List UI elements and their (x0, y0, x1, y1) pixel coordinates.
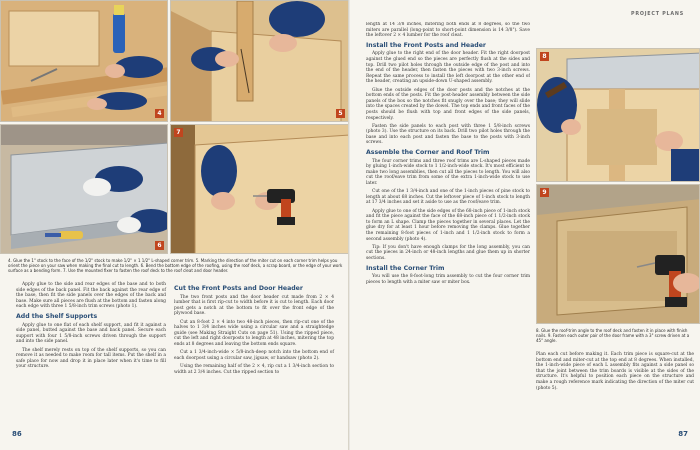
bending-roof-illustration (1, 125, 168, 254)
paragraph: Fasten the side panels to each post with three 1 5/8-inch screws (photo 3). Use the structure on its back. Drill two pilot holes through the base and into each post and fasten the base to the posts with 3-inch screws. (366, 123, 530, 146)
photo-bending-roof (0, 124, 168, 254)
photo-number: 9 (540, 188, 549, 197)
section-heading: Add the Shelf Supports (16, 312, 98, 320)
photo-number: 4 (155, 109, 164, 118)
page-number: 87 (678, 430, 688, 438)
paragraph: Apply glue to one flat of each shelf support, and fit it against a side panel, butted against the base and back panel. Secure each support with four 1 5/8-inch screws driven through the support and into the side panel. (16, 322, 166, 345)
section-heading: Cut the Front Posts and Door Header (174, 285, 303, 292)
gluing-trim-illustration (1, 1, 168, 122)
paragraph: The shelf merely rests on top of the shelf supports, so you can remove it as needed to make room for tall items. Put the shelf in a safe place for now and drop it in place later when it's time to fill your structure. (16, 347, 166, 370)
paragraph: Cut one of the 1 3/4-inch and one of the 1-inch pieces of pine stock to length at about 68 inches. Cut the leftover piece of 1-inch stock to length at 17 3/4 inches and set it aside to use as the roof/eave trim. (366, 189, 530, 206)
marking-miter-illustration (171, 1, 349, 122)
paragraph: length at 14 3/8 inches, mitering both ends at 8 degrees, so the two miters are parallel (long-point to short-point dimension is 14 3/8"). Save the leftover 2 × 4 lumber for the roof cleat. (366, 22, 530, 39)
photo-number: 6 (155, 241, 164, 250)
photo-gluing-trim (0, 0, 168, 122)
photo-roof-trim (536, 48, 700, 182)
tip-paragraph: Tip: If you don't have enough clamps for the long assembly, you can cut the pieces in 24-inch or 48-inch lengths and glue them up in shorter sections. (366, 244, 530, 261)
paragraph: Plan each cut before making it. Each trim piece is square-cut at the bottom end and miter-cut at the top end at 8 degrees. When installed, the 1-inch-wide piece of each L assembly fits against a side panel so that the joint between the trim boards is visible at the sides of the structure. It's helpful to position each piece on the structure and make a rough reference mark indicating the direction of the miter cut (photo 5). (536, 352, 694, 391)
section-heading: Install the Corner Trim (366, 264, 445, 272)
paragraph: You will use the 8-foot-long trim assembly to cut the four corner trim pieces to length with a miter saw or miter box. (366, 274, 530, 285)
fastening-deck-illustration (171, 125, 349, 254)
paragraph: Cut an 8-foot 2 × 4 into two 48-inch pieces, then rip-cut one of the halves to 1 3/4 inches wide using a circular saw and a straightedge guide (see Making Straight Cuts on page 51). Using the ripped piece, cut the left and right doorposts to length at 48 inches, mitering the top ends at 8 degrees and leaving the bottom ends square. (174, 319, 334, 347)
door-frame-illustration (537, 185, 700, 324)
running-head: PROJECT PLANS (631, 12, 684, 17)
text-column-1 (16, 282, 166, 373)
text-column-2 (536, 352, 694, 394)
photo-caption: 8. Glue the roof-trim angle to the roof deck and fasten it in place with finish nails. 9. Fasten each outer pair of the door frame with a 3" screw driven at a 45° angle. (536, 328, 690, 343)
photo-number: 5 (336, 109, 345, 118)
paragraph: Glue the outside edges of the door posts and the notches at the bottom ends of the posts. Fit the post-header assembly between the side panels of the box so the notches fit snugly over the base; they will slide into the spaces created by the dowel. The top ends and front faces of the posts should be flush with top and front edges of the side panels, respectively. (366, 87, 530, 121)
text-column-1 (366, 22, 530, 434)
text-column-2 (174, 282, 334, 378)
photo-fastening-deck (170, 124, 349, 254)
paragraph: The four corner trims and three roof trims are L-shaped pieces made by gluing 1-inch-wide stock to 1 1/2-inch-wide stock. It's most efficient to make two long assemblies, then cut all the pieces to length. You will also cut the roof/eave trim from some of the extra 1-inch-wide stock to use later. (366, 158, 530, 187)
right-page (350, 0, 700, 450)
left-page (0, 0, 349, 450)
section-heading: Install the Front Posts and Header (366, 41, 486, 49)
page-number: 86 (12, 430, 22, 438)
photo-caption: 4. Glue the 1" stock to the face of the 1/2" stock to make 1/2" × 1 1/2" L-shaped corner trim. 5. Marking the direction of the miter cut on each corner trim helps you orient the piece on your saw when making the final cut to length. 6. Bend the bottom edge of the roofing, using the roof deck, a scrap board, or the edge of your work surface as a bending form. 7. Use the mounted fixer to fasten the roof deck to the roof cleat and door header. (8, 258, 343, 273)
roof-trim-illustration (537, 49, 700, 182)
paragraph: Using the remaining half of the 2 × 4, rip cut a 1 3/4-inch section to width at 2 3/4 inches. Cut the ripped section to (174, 363, 334, 375)
section-heading: Assemble the Corner and Roof Trim (366, 149, 490, 157)
paragraph: Cut a 1 3/4-inch-wide × 5/8-inch-deep notch into the bottom end of each doorpost using a circular saw, jigsaw, or handsaw (photo 2). (174, 350, 334, 361)
paragraph: Apply glue to one of the side edges of the 68-inch piece of 1-inch stock and fit the piece against the face of the 68-inch piece of 1 1/2-inch stock to form an L shape. Clamp the pieces together in several places. Let the glue dry for at least 1 hour before removing the clamps. Glue together the remaining 8-foot pieces of 1-inch and 1 1/2-inch stock to form a second assembly (photo 4). (366, 208, 530, 242)
photo-marking-miter (170, 0, 349, 122)
photo-number: 8 (540, 52, 549, 61)
photo-door-frame (536, 184, 700, 324)
paragraph: Apply glue to the right end of the door header. Fit the right doorpost against the glued end so the pieces are perfectly flush at the sides and top. Drill two pilot holes through the outside edge of the post and into the end of the header, then fasten the pieces with two 3-inch screws. Repeat the same process to install the left doorpost at the other end of the header, creating an upside-down U-shaped assembly. (366, 51, 530, 85)
photo-number: 7 (174, 128, 183, 137)
paragraph: Apply glue to the side and rear edges of the base and to both side edges of the back panel. Fit the back against the rear edge of the base, then fit the side panels over the edges of the back and base. Make sure all pieces are flush at the bottom and fasten along each edge with three 1 5/8-inch trim screws (photo 1). (16, 282, 166, 310)
paragraph: The two front posts and the door header cut made from 2 × 4 lumber that is first rip-cut to width before it is cut to length. Each door post gets a notch at the bottom to fit over the front edge of the plywood base. (174, 294, 334, 317)
